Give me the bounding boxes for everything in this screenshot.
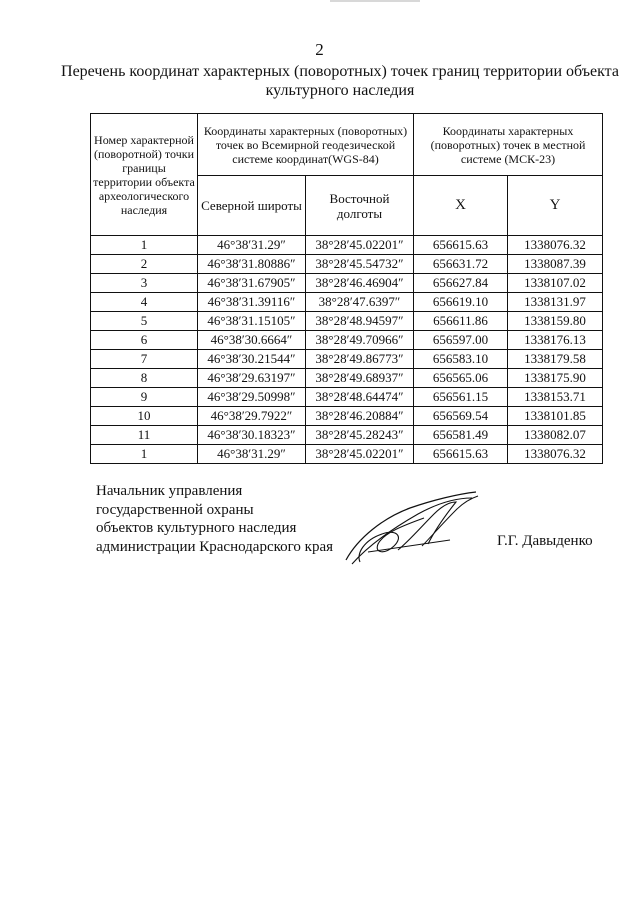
x-value: 656597.00	[414, 331, 508, 350]
table-row	[91, 236, 603, 255]
position-line: Начальник управления	[96, 483, 243, 499]
y-value: 1338179.58	[508, 350, 603, 369]
point-number: 6	[91, 331, 198, 350]
top-edge-line	[330, 0, 420, 2]
table-row	[91, 369, 603, 388]
y-value: 1338153.71	[508, 388, 603, 407]
position-line: объектов культурного наследия	[96, 520, 297, 536]
longitude: 38°28′49.70966″	[306, 331, 414, 350]
table-row	[91, 274, 603, 293]
x-value: 656631.72	[414, 255, 508, 274]
handwritten-signature	[338, 488, 488, 568]
longitude: 38°28′46.20884″	[306, 407, 414, 426]
signatory-position	[96, 482, 333, 556]
header-east-longitude: Восточной долготы	[306, 176, 414, 236]
x-value: 656565.06	[414, 369, 508, 388]
table-row	[91, 350, 603, 369]
latitude: 46°38′30.18323″	[198, 426, 306, 445]
x-value: 656619.10	[414, 293, 508, 312]
x-value: 656627.84	[414, 274, 508, 293]
longitude: 38°28′48.94597″	[306, 312, 414, 331]
longitude: 38°28′47.6397″	[306, 293, 414, 312]
y-value: 1338176.13	[508, 331, 603, 350]
longitude: 38°28′48.64474″	[306, 388, 414, 407]
coordinates-table	[90, 113, 603, 464]
y-value: 1338087.39	[508, 255, 603, 274]
page-number: 2	[315, 40, 324, 59]
longitude: 38°28′45.54732″	[306, 255, 414, 274]
y-value: 1338101.85	[508, 407, 603, 426]
point-number: 1	[91, 445, 198, 464]
latitude: 46°38′31.80886″	[198, 255, 306, 274]
header-north-latitude: Северной широты	[198, 176, 306, 236]
header-y: Y	[508, 176, 603, 236]
table-row	[91, 293, 603, 312]
latitude: 46°38′29.63197″	[198, 369, 306, 388]
table-row	[91, 331, 603, 350]
latitude: 46°38′30.21544″	[198, 350, 306, 369]
header-msk23-group: Координаты характерных (поворотных) точек в местной системе (МСК-23)	[414, 114, 603, 176]
latitude: 46°38′31.29″	[198, 236, 306, 255]
position-line: администрации Краснодарского края	[96, 538, 334, 555]
x-value: 656561.15	[414, 388, 508, 407]
y-value: 1338175.90	[508, 369, 603, 388]
header-point-number: Номер характерной (поворотной) точки границы территории объекта археологического наследия	[91, 114, 198, 236]
header-x: X	[414, 176, 508, 236]
table-row	[91, 445, 603, 464]
point-number: 4	[91, 293, 198, 312]
y-value: 1338107.02	[508, 274, 603, 293]
table-body	[91, 236, 603, 464]
y-value: 1338159.80	[508, 312, 603, 331]
y-value: 1338082.07	[508, 426, 603, 445]
table-row	[91, 388, 603, 407]
x-value: 656615.63	[414, 236, 508, 255]
longitude: 38°28′45.28243″	[306, 426, 414, 445]
table-row	[91, 426, 603, 445]
latitude: 46°38′31.29″	[198, 445, 306, 464]
latitude: 46°38′31.67905″	[198, 274, 306, 293]
point-number: 8	[91, 369, 198, 388]
position-line: государственной охраны	[96, 501, 254, 518]
x-value: 656569.54	[414, 407, 508, 426]
longitude: 38°28′45.02201″	[306, 236, 414, 255]
point-number: 11	[91, 426, 198, 445]
header-wgs84-group: Координаты характерных (поворотных) точек во Всемирной геодезической системе координат(WGS-84)	[198, 114, 414, 176]
document-title: Перечень координат характерных (поворотных) точек границ территории объекта культурного наследия	[61, 63, 619, 99]
latitude: 46°38′31.15105″	[198, 312, 306, 331]
y-value: 1338076.32	[508, 445, 603, 464]
x-value: 656583.10	[414, 350, 508, 369]
longitude: 38°28′46.46904″	[306, 274, 414, 293]
point-number: 2	[91, 255, 198, 274]
point-number: 9	[91, 388, 198, 407]
x-value: 656611.86	[414, 312, 508, 331]
latitude: 46°38′29.50998″	[198, 388, 306, 407]
longitude: 38°28′49.86773″	[306, 350, 414, 369]
point-number: 3	[91, 274, 198, 293]
table-row	[91, 407, 603, 426]
point-number: 5	[91, 312, 198, 331]
latitude: 46°38′31.39116″	[198, 293, 306, 312]
point-number: 10	[91, 407, 198, 426]
signatory-name: Г.Г. Давыденко	[497, 533, 593, 549]
longitude: 38°28′49.68937″	[306, 369, 414, 388]
latitude: 46°38′29.7922″	[198, 407, 306, 426]
table-row	[91, 312, 603, 331]
table-row	[91, 255, 603, 274]
point-number: 7	[91, 350, 198, 369]
y-value: 1338076.32	[508, 236, 603, 255]
y-value: 1338131.97	[508, 293, 603, 312]
point-number: 1	[91, 236, 198, 255]
latitude: 46°38′30.6664″	[198, 331, 306, 350]
longitude: 38°28′45.02201″	[306, 445, 414, 464]
x-value: 656615.63	[414, 445, 508, 464]
x-value: 656581.49	[414, 426, 508, 445]
